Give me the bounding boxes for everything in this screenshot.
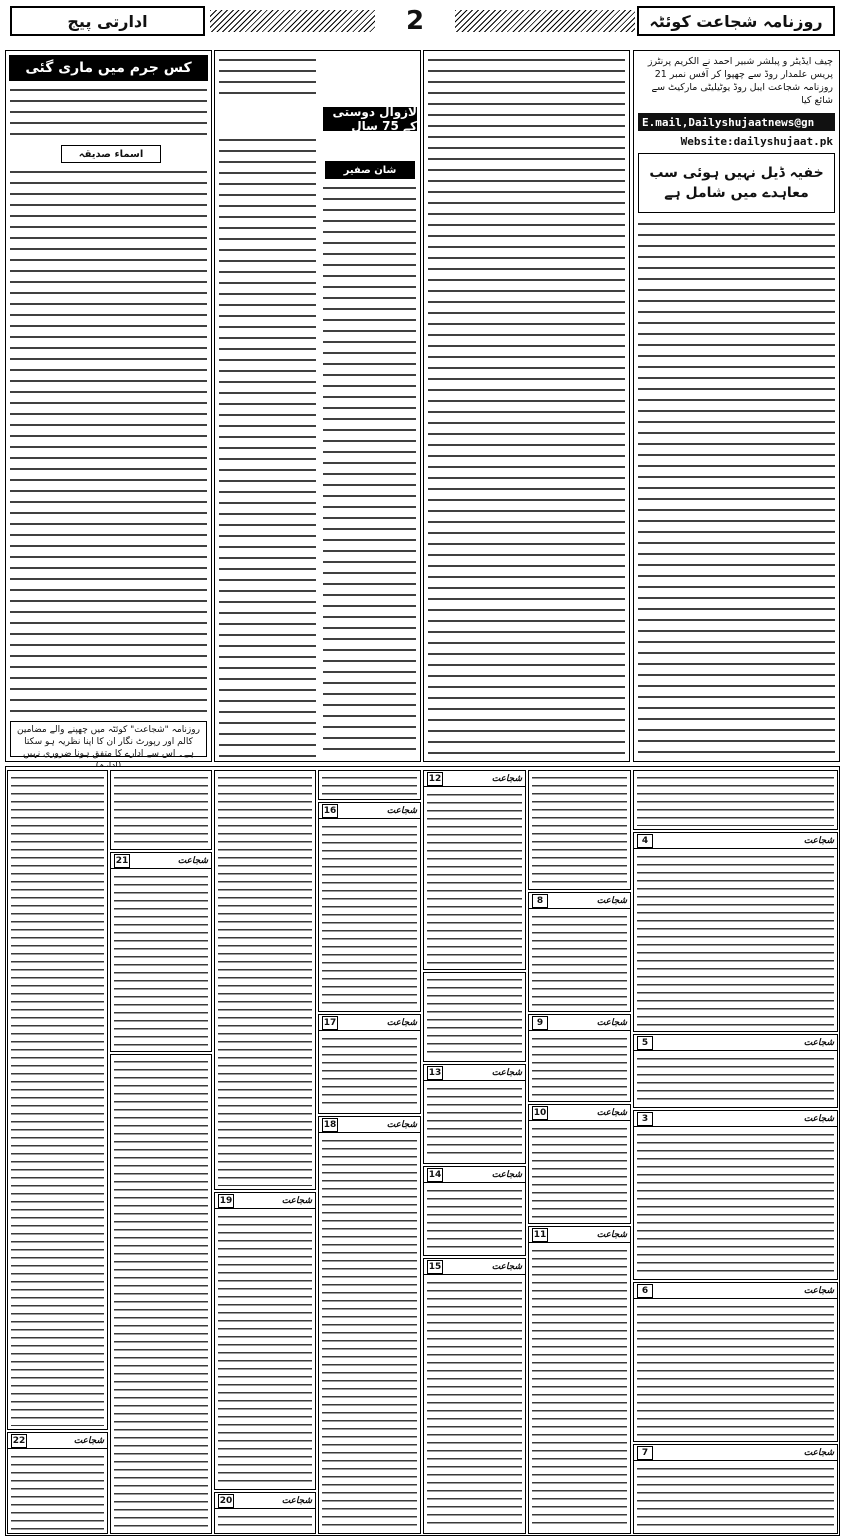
classified-brand: شجاعت	[596, 1107, 627, 1118]
classified-box-19	[214, 1192, 316, 1490]
classified-box-8	[528, 892, 631, 1012]
classified-brand: شجاعت	[386, 1119, 417, 1130]
section-title: ادارتی پیج	[10, 6, 205, 36]
classified-number: 5	[637, 1036, 653, 1050]
classified-brand: شجاعت	[491, 1169, 522, 1180]
classified-brand: شجاعت	[73, 1435, 104, 1446]
article-intro-left	[219, 55, 316, 101]
publisher-info: چیف ایڈیٹر و پبلشر شبیر احمد نے الکریم پرنٹرز پریس علمدار روڈ سے چھپوا کر آفس نمبر 21 روزنامہ شجاعت ایبل روڈ یوٹیلیٹی مارکیٹ سے شائع کیا	[647, 56, 833, 106]
classified-number: 15	[428, 1261, 442, 1272]
classified-box-18	[318, 1116, 421, 1534]
classified-number: 22	[12, 1435, 26, 1446]
disclaimer-notice: روزنامہ "شجاعت" کوئٹہ میں چھپنے والے مضامین کالم اور رپورٹ نگار ان کا اپنا نظریہ ہو سکتا ہے۔ اس سے ادارے کا متفق ہونا ضروری نہیں	[10, 721, 207, 757]
classified-box-top-right	[633, 770, 838, 830]
classified-number: 11	[533, 1229, 547, 1240]
classified-box-top-2	[528, 770, 631, 890]
classified-brand: شجاعت	[803, 1037, 834, 1048]
classified-number: 7	[637, 1446, 653, 1460]
classified-box-20	[214, 1492, 316, 1534]
classified-number: 3	[637, 1112, 653, 1126]
classified-box-6	[633, 1282, 838, 1442]
masthead	[0, 0, 845, 42]
classified-brand: شجاعت	[177, 855, 208, 866]
left-article-author: اسماء صدیقہ	[61, 145, 161, 163]
classified-box-5	[633, 1034, 838, 1108]
classified-box-15	[423, 1258, 526, 1534]
classified-brand: شجاعت	[491, 1067, 522, 1078]
classified-brand: شجاعت	[596, 1229, 627, 1240]
classified-brand: شجاعت	[491, 1261, 522, 1272]
classified-box-17	[318, 1014, 421, 1114]
classified-number: 20	[219, 1495, 233, 1506]
middle-article-title: لازوال دوستی کے 75 سال	[323, 107, 417, 131]
left-article-intro	[10, 85, 207, 141]
classified-number: 9	[532, 1016, 548, 1030]
classified-number: 19	[219, 1195, 233, 1206]
classified-box-4	[633, 832, 838, 1032]
middle-article-text-left	[219, 135, 316, 757]
page-number: 2	[405, 6, 425, 36]
classified-box-top-4	[318, 770, 421, 800]
classified-box-3	[633, 1110, 838, 1280]
classified-number: 4	[637, 834, 653, 848]
classified-number: 6	[637, 1284, 653, 1298]
classified-number: 18	[323, 1119, 337, 1130]
classified-box-9	[528, 1014, 631, 1102]
classified-box-8b	[423, 972, 526, 1062]
newspaper-title: روزنامہ شجاعت کوئٹہ	[637, 6, 835, 36]
classified-number: 13	[428, 1067, 442, 1078]
classified-number: 10	[533, 1107, 547, 1118]
left-article-title: کس جرم میں ماری گئی	[9, 55, 208, 81]
classified-box-6b	[110, 1054, 212, 1534]
editorial-headline: خفیہ ڈیل نہیں ہوئی سب معاہدے میں شامل ہے	[638, 153, 835, 213]
article-column-middle	[214, 50, 421, 762]
classified-brand: شجاعت	[491, 773, 522, 784]
classified-box-16	[318, 802, 421, 1012]
editorial-body	[638, 219, 835, 757]
classified-number: 17	[323, 1017, 337, 1028]
classified-box-7	[633, 1444, 838, 1534]
classified-brand: شجاعت	[386, 1017, 417, 1028]
classified-box-top-7	[7, 770, 108, 1430]
email-address: E.mail,Dailyshujaatnews@gn	[638, 113, 835, 131]
classified-number: 12	[428, 773, 442, 784]
classified-brand: شجاعت	[386, 805, 417, 816]
classified-box-22	[7, 1432, 108, 1534]
classified-brand: شجاعت	[803, 1447, 834, 1458]
website-address: Website:dailyshujaat.pk	[680, 134, 833, 148]
classified-brand: شجاعت	[803, 1285, 834, 1296]
classified-box-top-6	[110, 770, 212, 850]
classified-number: 21	[115, 855, 129, 866]
classified-box-21	[110, 852, 212, 1052]
classified-brand: شجاعت	[803, 835, 834, 846]
header-hatch-left	[210, 10, 375, 32]
editorial-column	[633, 50, 840, 762]
classified-brand: شجاعت	[596, 895, 627, 906]
classified-box-13	[423, 1064, 526, 1164]
classified-box-12	[423, 770, 526, 970]
header-hatch-right	[455, 10, 635, 32]
article-column-2	[423, 50, 630, 762]
middle-article-body	[323, 183, 416, 757]
left-article-body	[10, 167, 207, 717]
classified-brand: شجاعت	[281, 1495, 312, 1506]
classified-brand: شجاعت	[596, 1017, 627, 1028]
classified-box-14	[423, 1166, 526, 1256]
classified-brand: شجاعت	[281, 1195, 312, 1206]
classified-number: 8	[532, 894, 548, 908]
classified-brand: شجاعت	[803, 1113, 834, 1124]
classified-box-top-5	[214, 770, 316, 1190]
classified-box-11	[528, 1226, 631, 1534]
classified-box-10	[528, 1104, 631, 1224]
article-column-left	[5, 50, 212, 762]
middle-article-author: شان صفیر	[325, 161, 415, 179]
classified-number: 16	[323, 805, 337, 816]
classified-number: 14	[428, 1169, 442, 1180]
article-body-2	[428, 55, 625, 757]
